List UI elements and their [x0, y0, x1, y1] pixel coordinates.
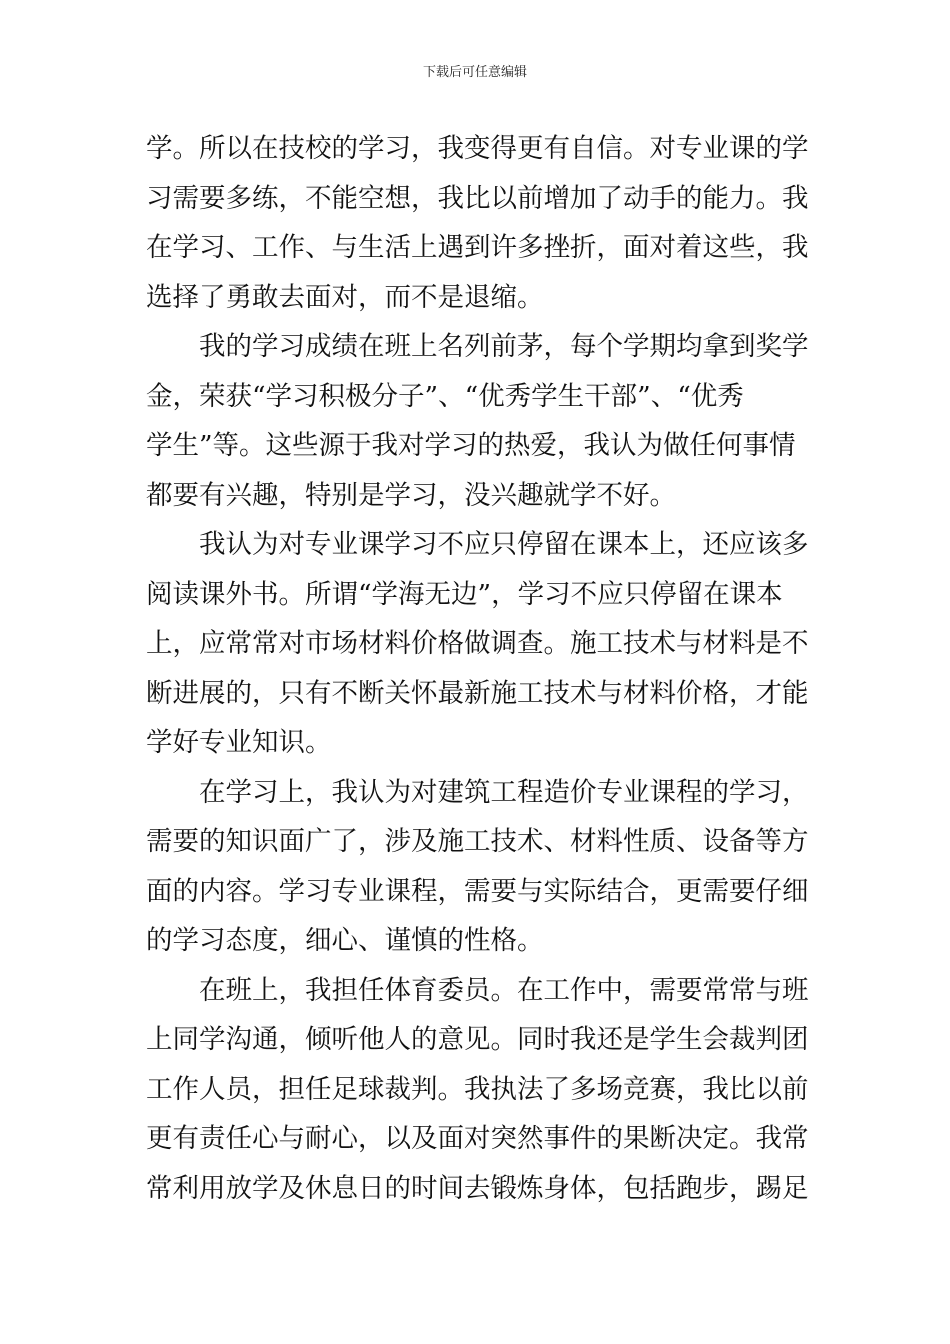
text-line: 在班上，我担任体育委员。在工作中，需要常常与班	[199, 974, 809, 1006]
text-line: 学。所以在技校的学习，我变得更有自信。对专业课的学	[146, 133, 809, 164]
text-line: 上，应常常对市场材料价格做调查。施工技术与材料是不	[146, 628, 809, 659]
text-line: 上同学沟通，倾听他人的意见。同时我还是学生会裁判团	[146, 1024, 809, 1055]
text-line: 习需要多练，不能空想，我比以前增加了动手的能力。我	[146, 182, 809, 214]
paragraph-5	[146, 966, 809, 1214]
paragraph-1	[146, 124, 809, 322]
document-body	[146, 124, 809, 1213]
text-line: 我认为对专业课学习不应只停留在课本上，还应该多	[199, 529, 809, 560]
text-line: 在学习上，我认为对建筑工程造价专业课程的学习，	[199, 776, 809, 808]
text-line: 在学习、工作、与生活上遇到许多挫折，面对着这些，我	[146, 232, 809, 263]
text-line: 工作人员，担任足球裁判。我执法了多场竞赛，我比以前	[146, 1073, 809, 1105]
text-line: 需要的知识面广了，涉及施工技术、材料性质、设备等方	[146, 826, 809, 857]
paragraph-4	[146, 768, 809, 966]
page-header: 下载后可任意编辑	[422, 65, 527, 80]
text-line: 选择了勇敢去面对，而不是退缩。	[146, 281, 544, 313]
text-line: 常利用放学及休息日的时间去锻炼身体，包括跑步，踢足	[146, 1172, 809, 1204]
text-line: 学生”等。这些源于我对学习的热爱，我认为做任何事情	[146, 430, 796, 461]
text-line: 我的学习成绩在班上名列前茅，每个学期均拿到奖学	[199, 331, 809, 362]
paragraph-3	[146, 520, 809, 768]
text-line: 学好专业知识。	[146, 727, 332, 758]
paragraph-2	[146, 322, 809, 520]
text-line: 阅读课外书。所谓“学海无边”，学习不应只停留在课本	[146, 578, 783, 610]
text-line: 面的内容。学习专业课程，需要与实际结合，更需要仔细	[146, 875, 809, 907]
text-line: 金，荣获“学习积极分子”、“优秀学生干部”、“优秀	[146, 380, 744, 412]
text-line: 都要有兴趣，特别是学习，没兴趣就学不好。	[146, 479, 676, 511]
text-line: 断进展的，只有不断关怀最新施工技术与材料价格，才能	[146, 677, 809, 709]
text-line: 的学习态度，细心、谨慎的性格。	[146, 925, 544, 956]
text-line: 更有责任心与耐心，以及面对突然事件的果断决定。我常	[146, 1123, 809, 1154]
